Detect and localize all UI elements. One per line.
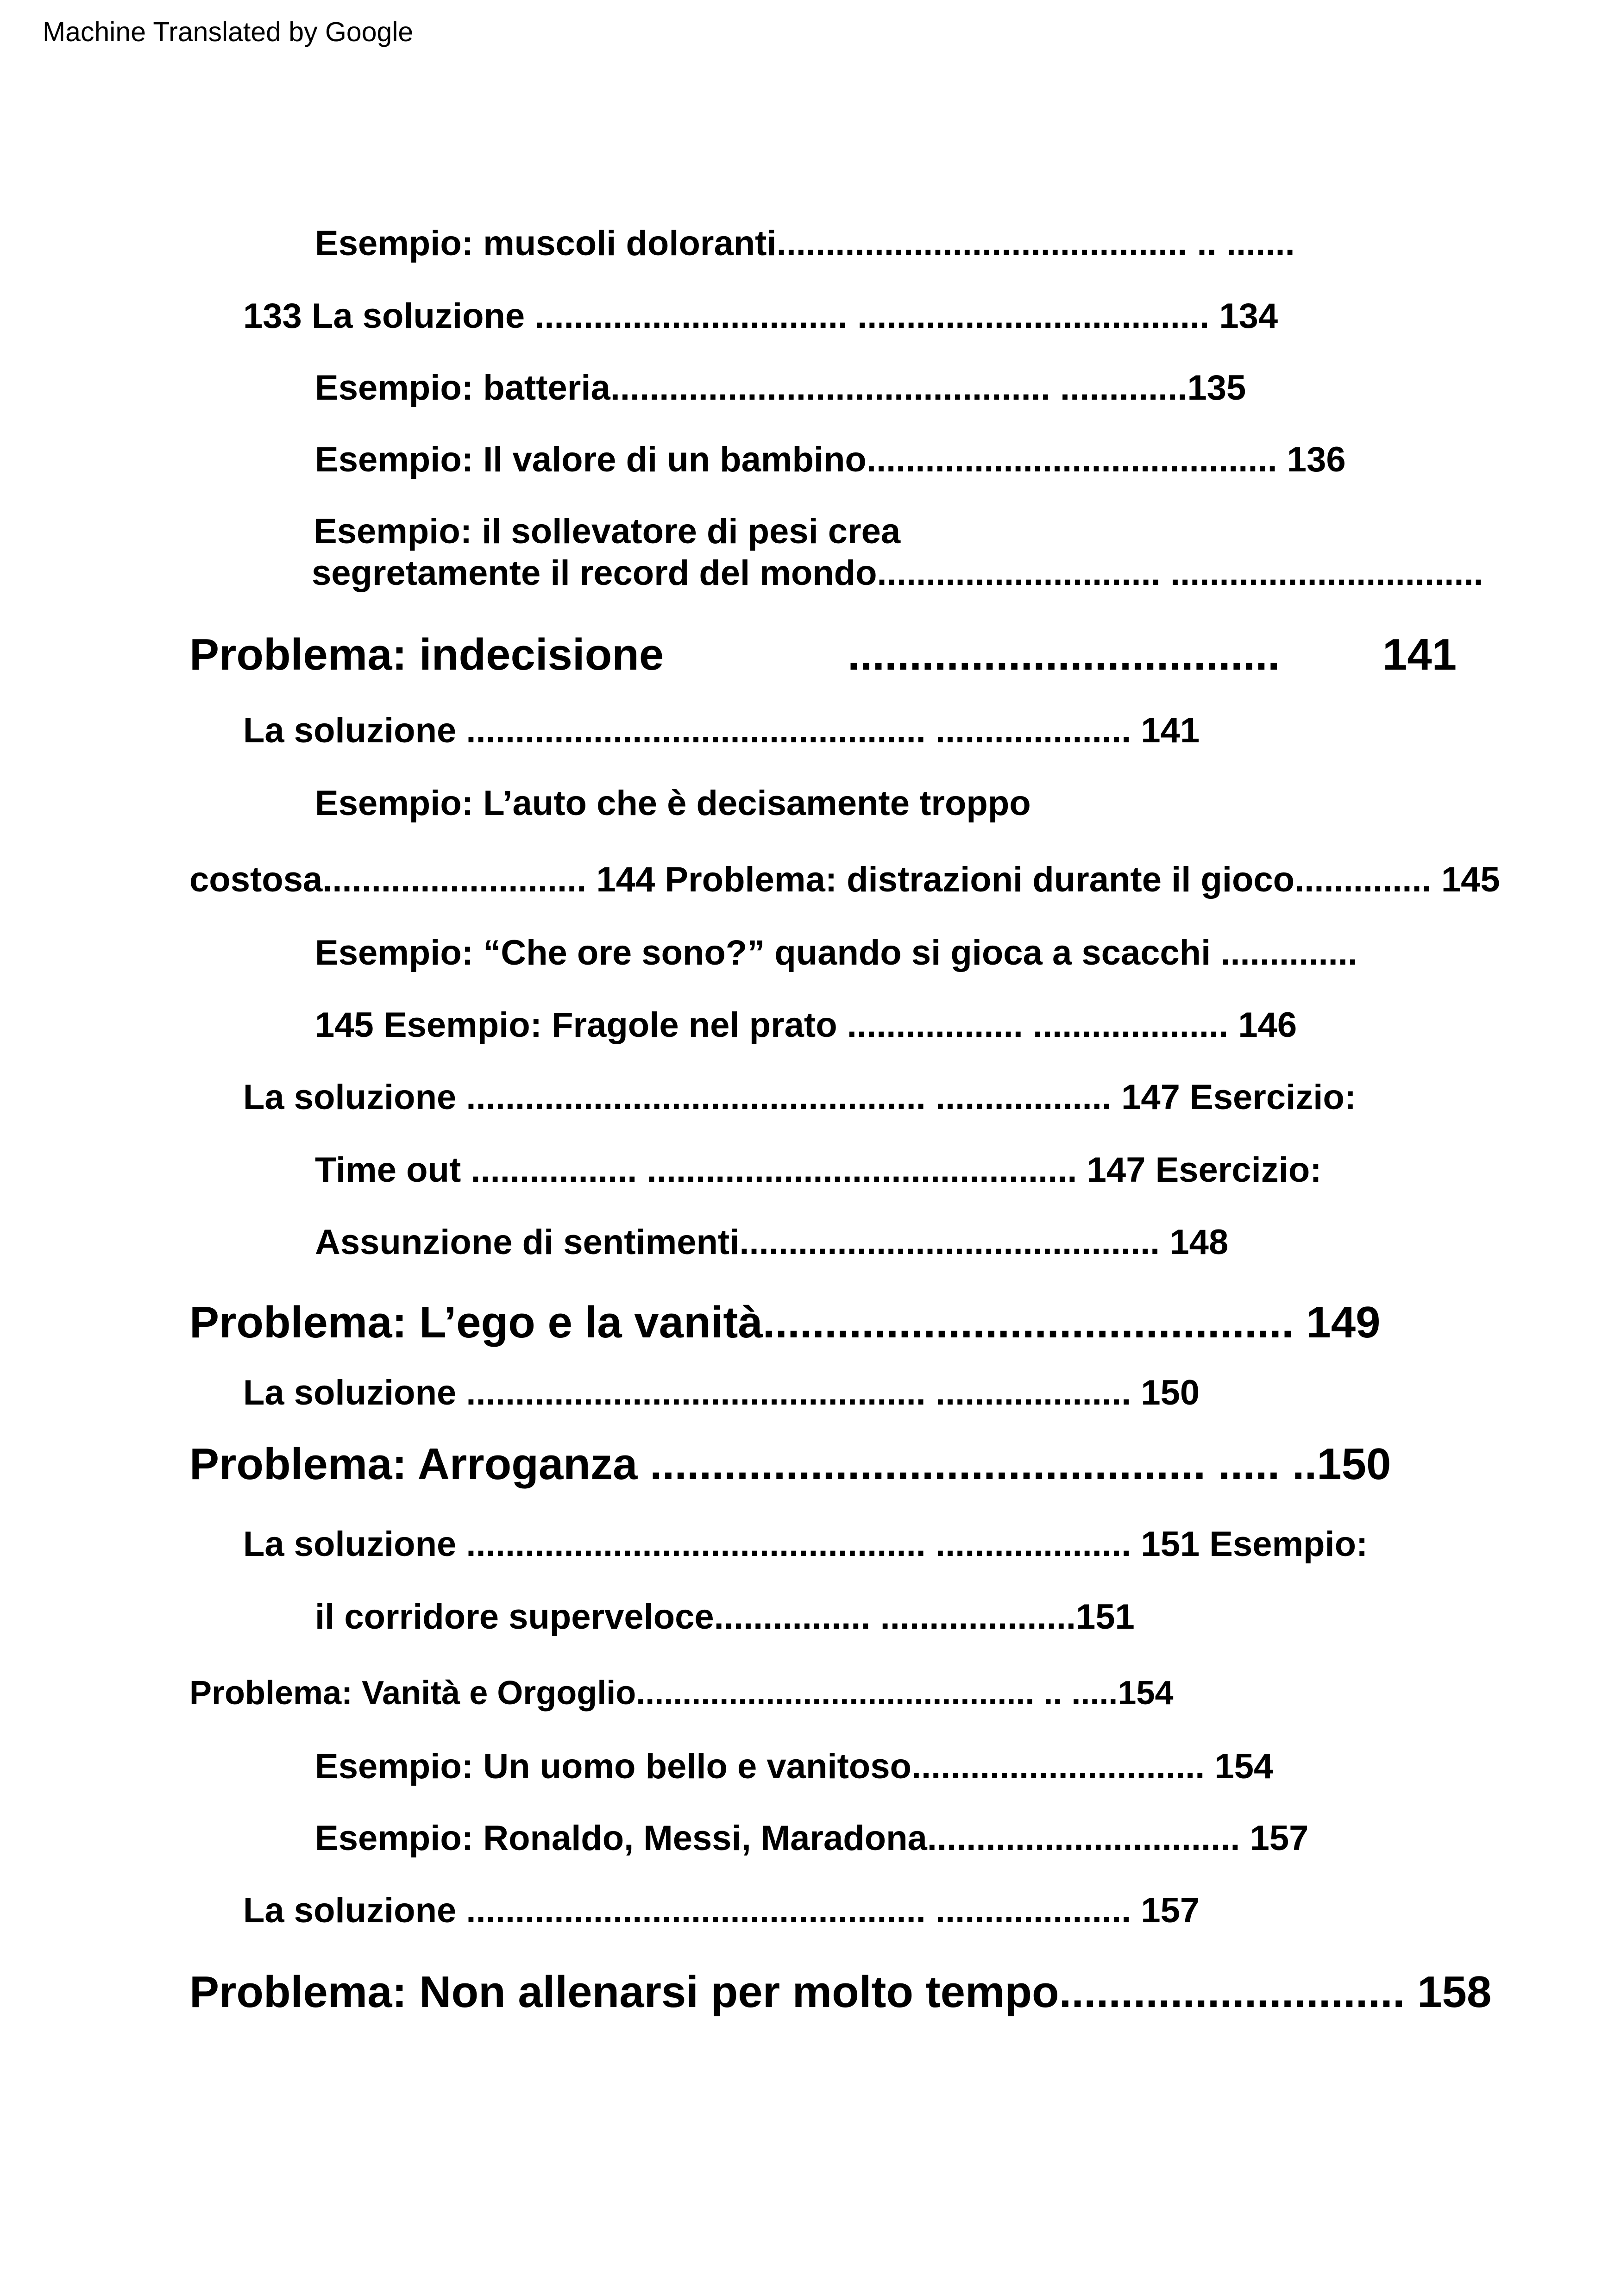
toc-heading-ego-vanita: Problema: L’ego e la vanità........................................... 149 (189, 1298, 1381, 1347)
toc-heading-indecisione: Problema: indecisione (189, 630, 664, 679)
toc-heading-indecisione-leader: ................................... (848, 630, 1280, 679)
toc-entry-sollevatore-line-1: Esempio: il sollevatore di pesi crea (314, 512, 901, 551)
toc-entry-esempio-fragole: 145 Esempio: Fragole nel prato .................. .................... 146 (315, 1005, 1297, 1045)
toc-entry-esempio-valore-bambino: Esempio: Il valore di un bambino.......................................... 136 (315, 440, 1346, 479)
toc-entry-esempio-uomo-vanitoso: Esempio: Un uomo bello e vanitoso.............................. 154 (315, 1747, 1274, 1786)
toc-entry-esempio-batteria: Esempio: batteria............................................. .............135 (315, 368, 1246, 408)
toc-heading-indecisione-page: 141 (1382, 630, 1457, 679)
toc-entry-esempio-muscoli-doloranti: Esempio: muscoli doloranti.......................................... .. ....... (315, 224, 1295, 263)
toc-entry-time-out: Time out ................. ............................................ 147 Esercizio: (315, 1150, 1322, 1190)
toc-entry-soluzione-150: La soluzione ............................................... .................... 150 (243, 1373, 1200, 1412)
toc-entry-soluzione-151: La soluzione ............................................... .................... 151 Esempio: (243, 1524, 1368, 1564)
toc-entry-esempio-sollevatore (314, 511, 1483, 594)
toc-entry-sollevatore-line-2: segretamente il record del mondo............................. ................................ (312, 553, 1483, 593)
toc-entry-costosa-distrazioni: costosa........................... 144 Problema: distrazioni durante il gioco.............. 145 (189, 860, 1500, 899)
toc-entry-esempio-scacchi: Esempio: “Che ore sono?” quando si gioca a scacchi .............. (315, 933, 1357, 972)
toc-entry-soluzione-157: La soluzione ............................................... .................... 157 (243, 1891, 1200, 1930)
toc-entry-soluzione-141: La soluzione ............................................... .................... 141 (243, 711, 1200, 750)
toc-entry-assunzione-sentimenti: Assunzione di sentimenti........................................... 148 (315, 1223, 1229, 1262)
toc-heading-arroganza: Problema: Arroganza ............................................. ..... ..150 (189, 1439, 1391, 1489)
toc-entry-esempio-auto-costosa: Esempio: L’auto che è decisamente troppo (315, 784, 1031, 823)
toc-entry-esempio-ronaldo: Esempio: Ronaldo, Messi, Maradona................................ 157 (315, 1819, 1309, 1858)
machine-translation-note: Machine Translated by Google (43, 17, 414, 47)
toc-heading-non-allenarsi: Problema: Non allenarsi per molto tempo............................ 158 (189, 1967, 1492, 2017)
toc-entry-soluzione-134: 133 La soluzione ................................ .................................... 134 (243, 296, 1278, 336)
toc-entry-soluzione-147: La soluzione ............................................... .................. 147 Esercizio: (243, 1078, 1357, 1117)
toc-entry-corridore-superveloce: il corridore superveloce................ ....................151 (315, 1597, 1135, 1637)
toc-heading-vanita-orgoglio: Problema: Vanità e Orgoglio........................................... .. .....154 (189, 1675, 1174, 1712)
